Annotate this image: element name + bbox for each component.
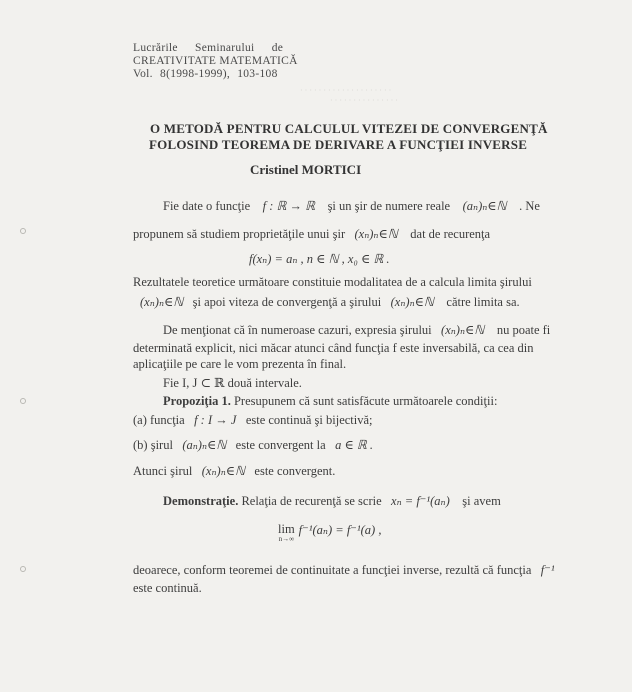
math-sequence: (xₙ)ₙ∈ℕ (441, 323, 485, 337)
limit-equation (278, 522, 381, 543)
paragraph-3-line-2: determinată explicit, nici măcar atunci când funcţia f este inversabilă, ca cea din (133, 341, 534, 355)
math-sequence: (aₙ)ₙ∈ℕ (182, 438, 227, 452)
text: deoarece, conform teoremei de continuitate a funcţiei inverse, rezultă că funcţia (133, 563, 532, 577)
text: este continuă şi bijectivă; (245, 413, 373, 427)
paragraph-1-line-1 (163, 198, 540, 214)
text: Relaţia de recurenţă se scrie (241, 494, 382, 508)
text: este convergent la (235, 438, 326, 452)
limit-expression: f⁻¹(aₙ) = f⁻¹(a) , (298, 523, 382, 537)
text: (a) funcţia (133, 413, 185, 427)
math-sequence: (xₙ)ₙ∈ℕ (140, 295, 184, 309)
bleed-through-text: · · · · · · · · · · · · · · · · · · · · (300, 86, 392, 95)
bleed-through-text: · · · · · · · · · · · · · · · (330, 96, 398, 105)
proposition-label: Propoziţia 1. (163, 394, 231, 408)
math-sequence: (aₙ)ₙ∈ℕ (462, 199, 507, 213)
text: este convergent. (254, 464, 336, 478)
paragraph-3-line-3: aplicaţiile pe care le vom prezenta în final. (133, 357, 347, 371)
text: nu poate fi (496, 323, 551, 337)
proposition-1 (163, 394, 497, 409)
text: şi avem (462, 494, 501, 508)
binder-hole (20, 228, 26, 234)
text: către limita sa. (446, 295, 520, 309)
journal-name: Lucrările Seminarului de (133, 42, 284, 54)
math-sequence: (xₙ)ₙ∈ℕ (354, 227, 398, 241)
binder-hole (20, 566, 26, 572)
limit-operator (278, 522, 295, 543)
math-inverse-function: f⁻¹ (540, 563, 555, 577)
text: Presupunem că sunt satisfăcute următoarele condiţii: (233, 394, 498, 408)
recurrence-equation: f(xₙ) = aₙ , n ∈ ℕ , x₀ ∈ ℝ . (249, 252, 390, 266)
final-line-2: este continuă. (133, 581, 202, 595)
condition-b (133, 437, 373, 453)
text: . Ne (519, 199, 540, 213)
author-name: Cristinel MORTICI (250, 162, 362, 177)
journal-title: CREATIVITATE MATEMATICĂ (133, 55, 298, 67)
text: Atunci şirul (133, 464, 193, 478)
final-line-1 (133, 562, 555, 578)
math-function: f : ℝ → ℝ (262, 199, 316, 213)
demonstration (163, 493, 501, 509)
demonstration-label: Demonstraţie. (163, 494, 239, 508)
paragraph-2-line-1: Rezultatele teoretice următoare constituie modalitatea de a calcula limita şirului (133, 275, 532, 289)
text: dat de recurenţa (410, 227, 491, 241)
lim-word: lim (278, 522, 295, 536)
paper-title-line-1: O METODĂ PENTRU CALCULUL VITEZEI DE CONVERGENŢĂ (150, 121, 548, 136)
math-limit: a ∈ ℝ . (335, 438, 373, 452)
lim-subscript: n→∞ (278, 535, 295, 543)
condition-a (133, 413, 373, 428)
math-sequence: (xₙ)ₙ∈ℕ (390, 295, 434, 309)
math-function: f : I → J (194, 413, 237, 427)
paper-title-line-2: FOLOSIND TEOREMA DE DERIVARE A FUNCŢIEI INVERSE (149, 137, 528, 152)
paragraph-1-line-2 (133, 226, 490, 242)
conclusion (133, 463, 335, 479)
text: propunem să studiem proprietăţile unui şir (133, 227, 346, 241)
paragraph-2-line-2 (140, 294, 520, 310)
paragraph-3-line-1 (163, 322, 550, 338)
text: şi un şir de numere reale (327, 199, 451, 213)
binder-hole (20, 398, 26, 404)
text: Fie date o funcţie (163, 199, 251, 213)
text: De menţionat că în numeroase cazuri, expresia şirului (163, 323, 432, 337)
intervals-statement: Fie I, J ⊂ ℝ două intervale. (163, 376, 302, 390)
text: (b) şirul (133, 438, 173, 452)
math-equation: xₙ = f⁻¹(aₙ) (391, 494, 450, 508)
math-sequence: (xₙ)ₙ∈ℕ (201, 464, 246, 478)
journal-volume: Vol. 8(1998-1999), 103-108 (133, 68, 278, 80)
text: şi apoi viteza de convergenţă a şirului (192, 295, 382, 309)
